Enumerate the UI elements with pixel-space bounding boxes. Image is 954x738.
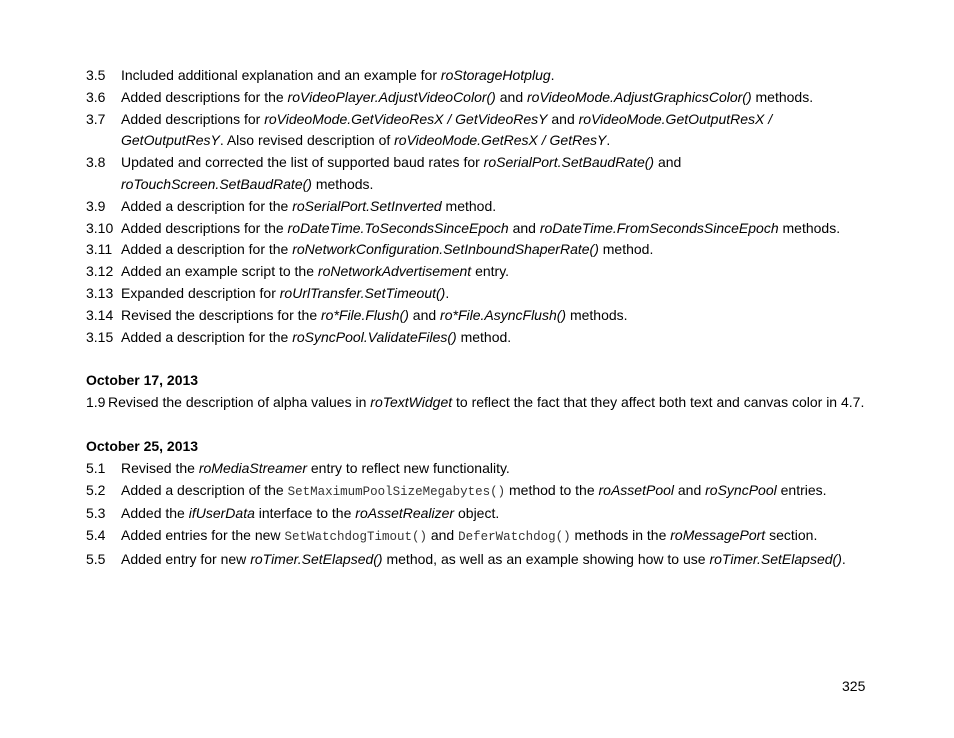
entry-text-run: Added the <box>121 505 189 522</box>
entry-text-run: methods in the <box>570 527 671 544</box>
entry-text-run: Added a description of the <box>121 481 288 498</box>
revision-entry <box>86 549 876 571</box>
object-reference: roSerialPort.SetInverted <box>292 197 442 214</box>
entry-text-run: and <box>408 306 441 323</box>
object-reference: roVideoPlayer.AdjustVideoColor() <box>287 88 496 105</box>
entry-text-run: Revised the description of alpha values in <box>108 394 371 411</box>
entry-number: 3.8 <box>86 154 106 171</box>
entry-text-run: methods. <box>566 306 628 323</box>
entry-number: 3.10 <box>86 219 114 236</box>
object-reference: roVideoMode.GetVideoResX / GetVideoResY <box>264 110 548 127</box>
object-reference: roUrlTransfer.SetTimeout() <box>279 284 446 301</box>
object-reference: roTextWidget <box>370 394 453 411</box>
entry-text-run: methods. <box>311 175 374 192</box>
entry-text <box>121 305 876 327</box>
entry-text <box>121 283 876 305</box>
entry-number: 3.15 <box>86 328 114 345</box>
entry-number: 3.5 <box>86 67 106 83</box>
entry-text-run: methods. <box>778 219 841 236</box>
object-reference: roVideoMode.GetResX / GetResY <box>394 132 607 149</box>
object-reference: ro*File.AsyncFlush() <box>440 306 567 323</box>
entry-text-run: and <box>508 219 540 236</box>
revision-entry <box>86 480 876 504</box>
revision-entry <box>86 283 876 305</box>
entry-text-run: . <box>841 550 846 567</box>
object-reference: roMessagePort <box>670 527 766 544</box>
entry-number: 3.11 <box>86 241 113 258</box>
revision-entry <box>86 218 876 240</box>
page-number: 325 <box>842 678 866 694</box>
entry-text-run: and <box>426 527 459 544</box>
entry-number: 3.12 <box>86 263 114 280</box>
entry-text-run: Added a description for the <box>121 328 293 345</box>
entry-text-run: Updated and corrected the list of supported baud rates for <box>121 154 484 171</box>
entry-number: 3.9 <box>86 197 106 214</box>
entry-text-run: . Also revised description of <box>219 132 395 149</box>
section-date: October 17, 2013 <box>86 372 199 389</box>
entry-number: 5.2 <box>86 481 106 498</box>
revision-entry <box>86 392 876 414</box>
entry-number: 5.5 <box>86 550 106 567</box>
entry-text-run: . <box>550 67 555 83</box>
code-method-name: DeferWatchdog() <box>458 530 571 545</box>
entry-text-run: Revised the <box>121 459 199 476</box>
entry-text-run: methods. <box>751 88 814 105</box>
entry-text-run: and <box>547 110 579 127</box>
entry-text-run: Added a description for the <box>121 241 293 258</box>
entry-text <box>121 65 876 87</box>
entry-text-run: method. <box>456 328 512 345</box>
entry-text <box>121 327 876 349</box>
entry-text-run: object. <box>454 505 500 522</box>
code-method-name: SetWatchdogTimout() <box>284 530 427 545</box>
revision-entry <box>86 65 876 87</box>
section-gap <box>86 414 876 436</box>
entry-text-run: section. <box>765 527 818 544</box>
entry-text-run: Included additional explanation and an example for <box>121 67 441 83</box>
object-reference: roAssetRealizer <box>355 505 455 522</box>
entry-text <box>121 239 876 261</box>
entry-text <box>121 503 876 525</box>
entry-number: 5.1 <box>86 459 106 476</box>
entry-text-run: Added descriptions for the <box>121 219 288 236</box>
object-reference: roTimer.SetElapsed() <box>250 550 383 567</box>
entry-text-run: Added an example script to the <box>121 263 318 280</box>
revision-entry <box>86 109 876 153</box>
object-reference: ro*File.Flush() <box>321 306 409 323</box>
entry-text-run: Added a description for the <box>121 197 293 214</box>
entry-text-run: Added descriptions for the <box>121 88 288 105</box>
entry-text <box>121 109 876 153</box>
object-reference: roTouchScreen.SetBaudRate() <box>121 175 312 192</box>
entry-number: 1.9 <box>86 394 106 411</box>
revision-history <box>86 65 876 571</box>
entry-text-run: . <box>606 132 611 149</box>
object-reference: roSerialPort.SetBaudRate() <box>483 154 655 171</box>
object-reference: roStorageHotplug <box>440 67 551 83</box>
revision-entry <box>86 87 876 109</box>
entry-text-run: method. <box>598 241 654 258</box>
entry-text-run: Revised the descriptions for the <box>121 306 321 323</box>
entry-text-run: method, as well as an example showing how to use <box>382 550 710 567</box>
revision-entry <box>86 261 876 283</box>
revision-entry <box>86 458 876 480</box>
object-reference: roNetworkConfiguration.SetInboundShaperRate() <box>292 241 599 258</box>
entry-number: 3.6 <box>86 88 106 105</box>
entry-text <box>121 480 876 504</box>
entry-text-run: Expanded description for <box>121 284 280 301</box>
section-date: October 25, 2013 <box>86 437 199 454</box>
entry-text-run: and <box>674 481 706 498</box>
object-reference: roTimer.SetElapsed() <box>709 550 842 567</box>
entry-number: 3.13 <box>86 284 114 301</box>
object-reference: roVideoMode.AdjustGraphicsColor() <box>527 88 752 105</box>
revision-entry <box>86 305 876 327</box>
object-reference: roNetworkAdvertisement <box>317 263 472 280</box>
object-reference: roVideoMode.GetOutputResX / GetOutputResY <box>121 110 773 149</box>
object-reference: roDateTime.ToSecondsSinceEpoch <box>287 219 509 236</box>
entry-text-run: Added descriptions for <box>121 110 265 127</box>
object-reference: roAssetPool <box>598 481 674 498</box>
entry-text-run: method. <box>441 197 497 214</box>
entry-text <box>121 152 876 196</box>
entry-text <box>121 525 876 549</box>
object-reference: roMediaStreamer <box>198 459 307 476</box>
object-reference: roSyncPool <box>705 481 777 498</box>
revision-entry <box>86 152 876 196</box>
entry-text-run: Added entry for new <box>121 550 251 567</box>
revision-entry <box>86 503 876 525</box>
entry-text-run: to reflect the fact that they affect both text and canvas color in 4.7. <box>452 394 865 411</box>
entry-text <box>121 549 876 571</box>
entry-text <box>108 392 876 414</box>
entry-text <box>121 218 876 240</box>
revision-entry <box>86 525 876 549</box>
entry-text-run: and <box>654 154 682 171</box>
section-gap <box>86 348 876 370</box>
entry-number: 3.14 <box>86 306 114 323</box>
entry-text-run: and <box>495 88 527 105</box>
revision-entry <box>86 196 876 218</box>
entry-text-run: interface to the <box>254 505 356 522</box>
entry-text-run: entry to reflect new functionality. <box>306 459 510 476</box>
entry-text <box>121 196 876 218</box>
entry-number: 3.7 <box>86 110 106 127</box>
object-reference: ifUserData <box>188 505 255 522</box>
revision-entry <box>86 239 876 261</box>
entry-text-run: . <box>445 284 450 301</box>
entry-text <box>121 261 876 283</box>
code-method-name: SetMaximumPoolSizeMegabytes() <box>287 484 506 499</box>
revision-entry <box>86 327 876 349</box>
entry-text-run: entry. <box>471 263 510 280</box>
entry-number: 5.3 <box>86 505 106 522</box>
object-reference: roDateTime.FromSecondsSinceEpoch <box>539 219 779 236</box>
entry-text <box>121 87 876 109</box>
entry-text-run: entries. <box>776 481 827 498</box>
entry-number: 5.4 <box>86 527 106 544</box>
object-reference: roSyncPool.ValidateFiles() <box>292 328 457 345</box>
entry-text-run: method to the <box>505 481 599 498</box>
entry-text <box>121 458 876 480</box>
entry-text-run: Added entries for the new <box>121 527 285 544</box>
